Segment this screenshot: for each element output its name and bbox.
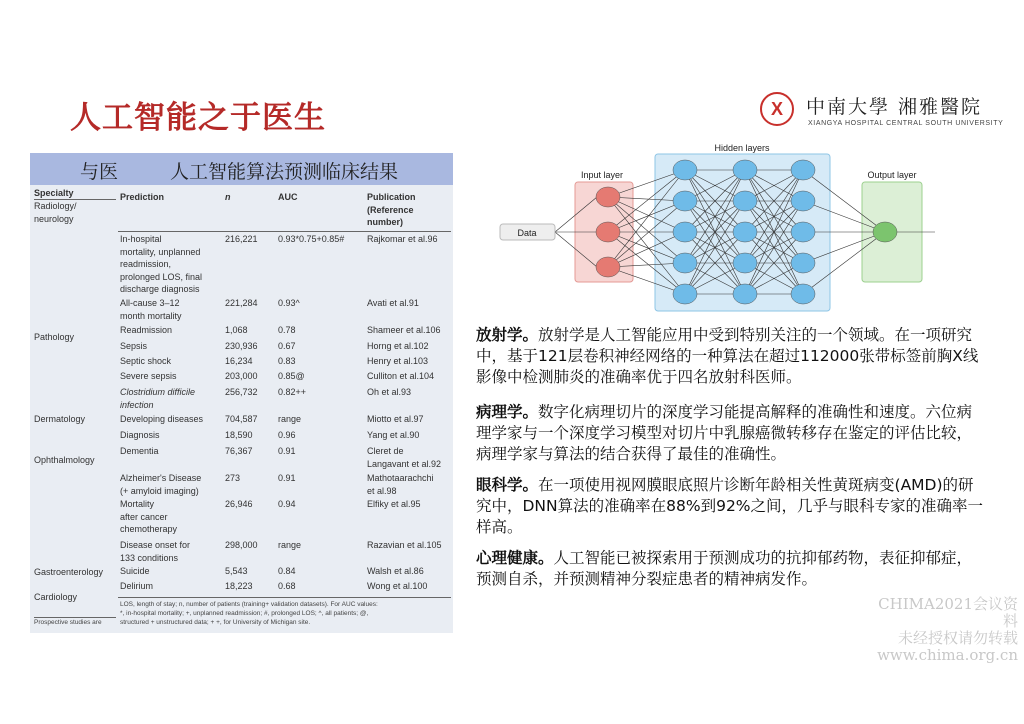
- hidden-node: [733, 222, 757, 242]
- cell-n: 273: [225, 473, 241, 483]
- output-node: [873, 222, 897, 242]
- hidden-node: [673, 284, 697, 304]
- cell-prediction: Clostridium difficile infection: [120, 387, 196, 410]
- cell-auc: 0.83: [278, 356, 296, 366]
- cell-auc: 0.91: [278, 446, 296, 456]
- cell-prediction: In-hospital mortality, unplanned readmission, prolonged LOS, final discharge diagnosis: [120, 234, 203, 294]
- cell-n: 704,587: [225, 414, 258, 424]
- cell-n: 16,234: [225, 356, 253, 366]
- specialty-label: Dermatology: [34, 414, 86, 424]
- cell-prediction: Sepsis: [120, 341, 148, 351]
- cell-auc: range: [278, 414, 302, 424]
- paragraph-heading: 眼科学。: [476, 476, 539, 494]
- paragraph-body: 数字化病理切片的深度学习能提高解释的准确性和速度。六位病理学家与一个深度学习模型对切片中乳腺癌微转移存在鉴定的评估比较，病理学家与算法的结合获得了最佳的准确性。: [476, 403, 973, 463]
- specialty-label: Gastroenterology: [34, 567, 104, 577]
- logo-english-name: XIANGYA HOSPITAL CENTRAL SOUTH UNIVERSITY: [808, 120, 1004, 127]
- col-specialty: Specialty: [34, 188, 74, 198]
- cell-publication: Yang et al.90: [367, 430, 420, 440]
- cell-n: 216,221: [225, 234, 258, 244]
- paragraph-ophthalmology: [476, 475, 986, 538]
- cell-publication: Shameer et al.106: [367, 325, 441, 335]
- cell-prediction: Mortality after cancer chemotherapy: [120, 499, 178, 534]
- output-layer-label: Output layer: [867, 170, 917, 180]
- hidden-layers-label: Hidden layers: [714, 143, 770, 153]
- slide-title: 人工智能之于医生: [70, 100, 326, 136]
- cell-auc: 0.93^: [278, 298, 300, 308]
- specialty-label: Pathology: [34, 332, 75, 342]
- cell-n: 1,068: [225, 325, 248, 335]
- cell-publication: Henry et al.103: [367, 356, 429, 366]
- divider: [118, 231, 451, 232]
- watermark-line: www.chima.org.cn: [877, 646, 1018, 664]
- hidden-node: [733, 191, 757, 211]
- col-publication: Publication (Reference number): [367, 192, 416, 227]
- neural-network-diagram: [495, 140, 935, 315]
- specialty-label: Cardiology: [34, 592, 78, 602]
- hidden-node: [791, 222, 815, 242]
- specialty-label: Radiology/ neurology: [34, 201, 77, 224]
- cell-auc: range: [278, 540, 302, 550]
- cell-prediction: Diagnosis: [120, 430, 160, 440]
- data-label: Data: [517, 228, 537, 238]
- cell-n: 298,000: [225, 540, 258, 550]
- hidden-node: [733, 253, 757, 273]
- hidden-node: [791, 253, 815, 273]
- input-layer-label: Input layer: [580, 170, 624, 180]
- cell-prediction: All-cause 3–12 month mortality: [120, 298, 182, 321]
- cell-publication: Mathotaarachchi et al.98: [367, 473, 434, 496]
- cell-publication: Culliton et al.104: [367, 371, 435, 381]
- cell-auc: 0.96: [278, 430, 296, 440]
- paragraph-radiology: [476, 325, 986, 388]
- cell-publication: Cleret de Langavant et al.92: [367, 446, 442, 469]
- paragraph-heading: 病理学。: [476, 403, 539, 421]
- hidden-node: [791, 284, 815, 304]
- hidden-node: [791, 160, 815, 180]
- paragraph-mental-health: [476, 548, 986, 590]
- hidden-node: [733, 160, 757, 180]
- cell-publication: Elfiky et al.95: [367, 499, 421, 509]
- cell-auc: 0.94: [278, 499, 296, 509]
- cell-n: 26,946: [225, 499, 253, 509]
- specialty-label: Ophthalmology: [34, 455, 95, 465]
- cell-prediction: Readmission: [120, 325, 173, 335]
- cell-n: 18,590: [225, 430, 253, 440]
- hidden-node: [673, 253, 697, 273]
- cell-prediction: Alzheimer's Disease (+ amyloid imaging): [120, 473, 202, 496]
- col-auc: AUC: [278, 192, 298, 202]
- paragraph-heading: 放射学。: [476, 326, 539, 344]
- cell-auc: 0.67: [278, 341, 296, 351]
- cell-auc: 0.78: [278, 325, 296, 335]
- cell-prediction: Severe sepsis: [120, 371, 177, 381]
- cell-publication: Oh et al.93: [367, 387, 412, 397]
- logo-chinese-name: 中南大學 湘雅醫院: [806, 96, 983, 118]
- hidden-node: [733, 284, 757, 304]
- table-heading: [30, 153, 453, 185]
- hospital-logo: [758, 90, 1008, 134]
- watermark: [868, 596, 1018, 664]
- cell-publication: Horng et al.102: [367, 341, 429, 351]
- cell-n: 18,223: [225, 581, 253, 591]
- cell-prediction: Delirium: [120, 581, 154, 591]
- cell-n: 230,936: [225, 341, 258, 351]
- hidden-node: [791, 191, 815, 211]
- hidden-node: [673, 191, 697, 211]
- col-prediction: Prediction: [120, 192, 165, 202]
- col-n: n: [225, 192, 231, 202]
- cell-auc: 0.68: [278, 581, 296, 591]
- cell-publication: Wong et al.100: [367, 581, 428, 591]
- paragraph-body: 放射学是人工智能应用中受到特别关注的一个领域。在一项研究中，基于121层卷积神经网络的一种算法在超过112000张带标签前胸X线影像中检测肺炎的准确率优于四名放射科医师。: [476, 326, 979, 386]
- cell-n: 5,543: [225, 566, 248, 576]
- hidden-node: [673, 222, 697, 242]
- cell-prediction: Septic shock: [120, 356, 172, 366]
- cell-publication: Miotto et al.97: [367, 414, 424, 424]
- cell-publication: Walsh et al.86: [367, 566, 424, 576]
- cell-auc: 0.93*0.75+0.85#: [278, 234, 345, 244]
- cell-publication: Razavian et al.105: [367, 540, 442, 550]
- hidden-node: [673, 160, 697, 180]
- cell-publication: Avati et al.91: [367, 298, 419, 308]
- input-node: [596, 257, 620, 277]
- table-heading-left: 与医: [80, 161, 119, 183]
- input-node: [596, 222, 620, 242]
- table-heading-right: 人工智能算法预测临床结果: [170, 161, 399, 183]
- divider: [118, 597, 451, 598]
- paragraph-pathology: [476, 402, 986, 465]
- cell-auc: 0.84: [278, 566, 296, 576]
- cell-prediction: Dementia: [120, 446, 159, 456]
- cell-n: 203,000: [225, 371, 258, 381]
- paragraph-heading: 心理健康。: [476, 549, 554, 567]
- cell-prediction: Disease onset for 133 conditions: [120, 540, 191, 563]
- logo-seal-icon: X: [760, 92, 794, 126]
- cell-auc: 0.91: [278, 473, 296, 483]
- cell-n: 256,732: [225, 387, 258, 397]
- cell-publication: Rajkomar et al.96: [367, 234, 438, 244]
- watermark-line: CHIMA2021会议资料: [878, 595, 1018, 630]
- cell-auc: 0.85@: [278, 371, 305, 381]
- watermark-line: 未经授权请勿转载: [897, 629, 1018, 647]
- table-footnote: LOS, length of stay; n, number of patients (training+ validation datasets). For AUC values: *, in-hospital mortality; +, unplanned readmission; #, prolonged LOS; ^, all patients; @, structured + unstructured data; + +, for University of Michigan site.: [120, 601, 378, 626]
- paragraph-body: 人工智能已被探索用于预测成功的抗抑郁药物，表征抑郁症，预测自杀，并预测精神分裂症患者的精神病发作。: [476, 549, 973, 588]
- clinical-results-table: [30, 153, 453, 633]
- cell-n: 76,367: [225, 446, 253, 456]
- cell-prediction: Developing diseases: [120, 414, 204, 424]
- cell-n: 221,284: [225, 298, 258, 308]
- input-node: [596, 187, 620, 207]
- cell-auc: 0.82++: [278, 387, 307, 397]
- prospective-note: Prospective studies are: [34, 619, 102, 626]
- cell-prediction: Suicide: [120, 566, 150, 576]
- paragraph-body: 在一项使用视网膜眼底照片诊断年龄相关性黄斑病变(AMD)的研究中，DNN算法的准确率在88%到92%之间，几乎与眼科专家的准确率一样高。: [476, 476, 984, 536]
